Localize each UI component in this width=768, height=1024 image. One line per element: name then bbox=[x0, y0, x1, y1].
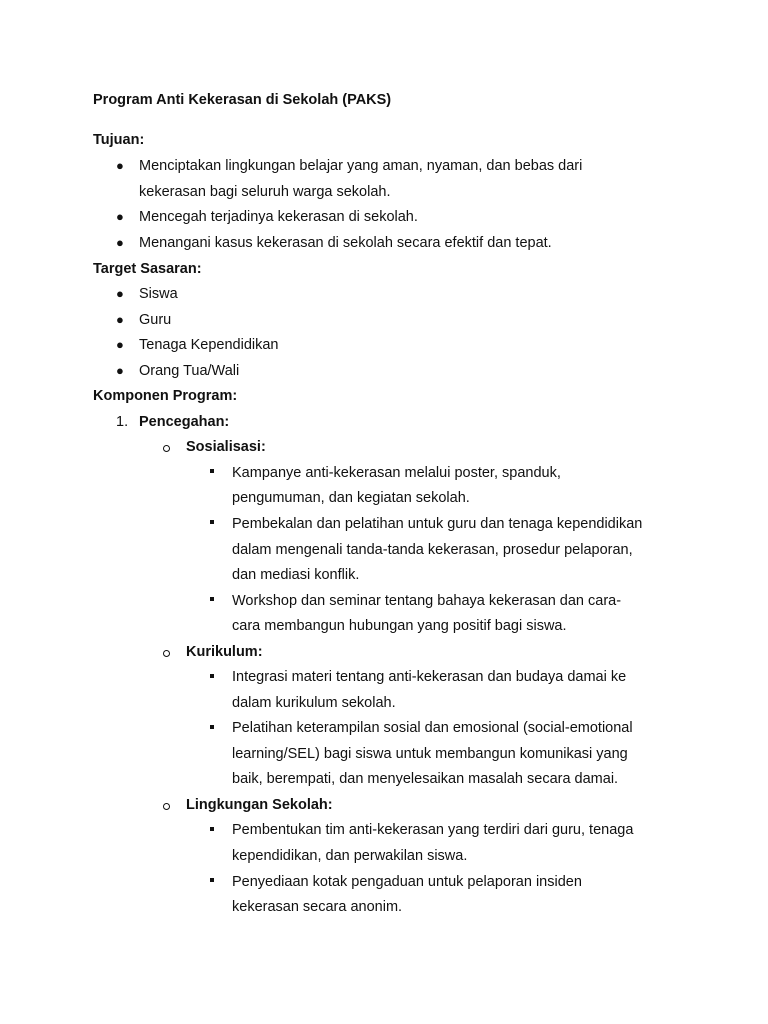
sosialisasi-item-3-line-1: Workshop dan seminar tentang bahaya kekerasan dan cara- bbox=[232, 593, 622, 609]
target-item-tenaga: Tenaga Kependidikan bbox=[139, 337, 279, 353]
lingkungan-item-1-line-1: Pembentukan tim anti-kekerasan yang terdiri dari guru, tenaga bbox=[232, 822, 634, 838]
bullet: ● bbox=[116, 235, 124, 250]
kurikulum-item-2-line-2: learning/SEL) bagi siswa untuk membangun komunikasi yang bbox=[232, 746, 628, 762]
kurikulum-item-2-line-3: baik, berempati, dan menyelesaikan masalah secara damai. bbox=[232, 771, 619, 787]
bullet: ● bbox=[116, 363, 124, 378]
target-item-siswa: Siswa bbox=[139, 286, 178, 302]
target-item-orangtua: Orang Tua/Wali bbox=[139, 363, 240, 379]
sosialisasi-label: Sosialisasi: bbox=[186, 439, 266, 455]
square-bullet bbox=[210, 827, 214, 831]
sosialisasi-item-2-line-3: dan mediasi konflik. bbox=[232, 567, 360, 583]
lingkungan-item-1-line-2: kependidikan, dan perwakilan siswa. bbox=[232, 848, 468, 864]
bullet: ● bbox=[116, 286, 124, 301]
sosialisasi-item-2-line-2: dalam mengenali tanda-tanda kekerasan, prosedur pelaporan, bbox=[232, 542, 633, 558]
document-title: Program Anti Kekerasan di Sekolah (PAKS) bbox=[93, 92, 392, 108]
square-bullet bbox=[210, 520, 214, 524]
bullet: ● bbox=[116, 209, 124, 224]
kurikulum-label: Kurikulum: bbox=[186, 644, 263, 660]
circle-bullet bbox=[163, 803, 170, 810]
kurikulum-item-1-line-2: dalam kurikulum sekolah. bbox=[232, 695, 396, 711]
tujuan-item-2: Mencegah terjadinya kekerasan di sekolah. bbox=[139, 209, 418, 225]
tujuan-item-1-line-1: Menciptakan lingkungan belajar yang aman, nyaman, dan bebas dari bbox=[139, 158, 583, 174]
lingkungan-item-2-line-1: Penyediaan kotak pengaduan untuk pelaporan insiden bbox=[232, 874, 582, 890]
sosialisasi-item-2-line-1: Pembekalan dan pelatihan untuk guru dan tenaga kependidikan bbox=[232, 516, 643, 532]
bullet: ● bbox=[116, 312, 124, 327]
bullet: ● bbox=[116, 158, 124, 173]
circle-bullet bbox=[163, 650, 170, 657]
tujuan-heading: Tujuan: bbox=[93, 132, 145, 148]
target-item-guru: Guru bbox=[139, 312, 172, 328]
kurikulum-item-1-line-1: Integrasi materi tentang anti-kekerasan dan budaya damai ke bbox=[232, 669, 627, 685]
kurikulum-item-2-line-1: Pelatihan keterampilan sosial dan emosional (social-emotional bbox=[232, 720, 633, 736]
circle-bullet bbox=[163, 445, 170, 452]
list-number: 1. bbox=[116, 414, 129, 430]
square-bullet bbox=[210, 674, 214, 678]
target-heading: Target Sasaran: bbox=[93, 261, 202, 277]
square-bullet bbox=[210, 597, 214, 601]
lingkungan-item-2-line-2: kekerasan secara anonim. bbox=[232, 899, 403, 915]
sosialisasi-item-3-line-2: cara membangun hubungan yang positif bagi siswa. bbox=[232, 618, 567, 634]
lingkungan-label: Lingkungan Sekolah: bbox=[186, 797, 333, 813]
sosialisasi-item-1-line-2: pengumuman, dan kegiatan sekolah. bbox=[232, 490, 470, 506]
pencegahan-label: Pencegahan: bbox=[139, 414, 230, 430]
bullet: ● bbox=[116, 337, 124, 352]
square-bullet bbox=[210, 878, 214, 882]
tujuan-item-3: Menangani kasus kekerasan di sekolah secara efektif dan tepat. bbox=[139, 235, 552, 251]
sosialisasi-item-1-line-1: Kampanye anti-kekerasan melalui poster, spanduk, bbox=[232, 465, 561, 481]
tujuan-item-1-line-2: kekerasan bagi seluruh warga sekolah. bbox=[139, 184, 391, 200]
komponen-heading: Komponen Program: bbox=[93, 388, 238, 404]
square-bullet bbox=[210, 725, 214, 729]
square-bullet bbox=[210, 469, 214, 473]
